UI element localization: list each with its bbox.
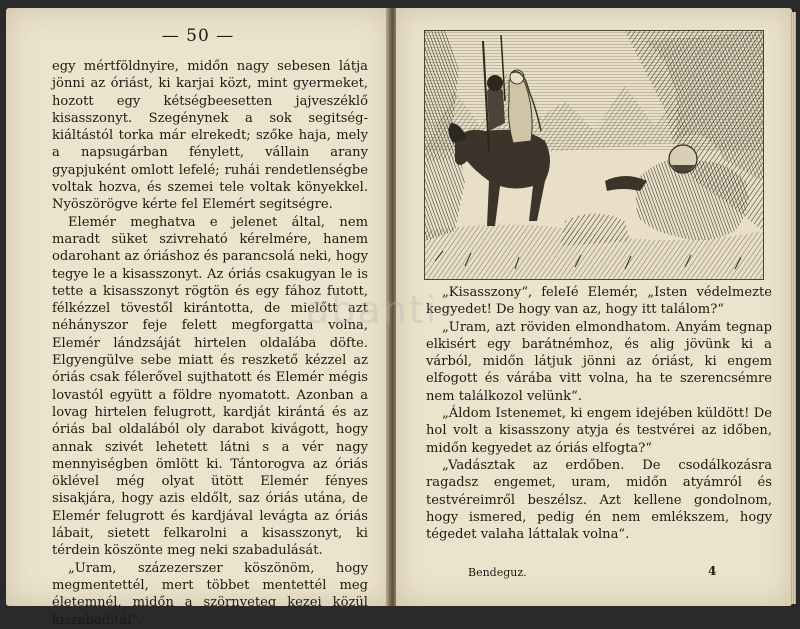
open-book — [6, 8, 794, 628]
paragraph: „Uram, százezerszer köszönöm, hogy megmentettél, mert többet mentettél meg életemnél, midőn a szörnyeteg kezei közül kiszabaditál“. — [52, 560, 368, 628]
page-number: — 50 — — [161, 26, 235, 46]
page-edges — [790, 12, 796, 604]
right-page — [396, 8, 792, 606]
knight-lady-giant-engraving — [425, 31, 763, 279]
paragraph: „Áldom Istenemet, ki engem idejében küldött! De hol volt a kisasszony atyja és testvérei az időben, midőn kegyedet az óriás elfogta?“ — [426, 406, 772, 456]
paragraph: „Vadásztak az erdőben. De csodálkozásra ragadsz engemet, uram, midőn atyámról és testvéreimről beszélsz. Azt kellene gondolnom, hogy ismered, pedig én nem emlékszem, hogy tégedet valaha láttalak volna“. — [426, 457, 772, 543]
paragraph: Elemér meghatva e jelenet által, nem maradt süket szivreható kérelmére, hanem odarohant az óriáshoz és parancsolá neki, hogy tegye le a kisasszonyt. Az óriás csakugyan le is tette a kisasszonyt rögtön és egy fához futott, félkézzel tövestől kirántotta, de mielőtt azt néhányszor feje felett megforgatta volna, Elemér lándzsáját hirtelen oldalába döfte. Elgyengülve sebe miatt és reszkető kézzel az óriás csak félerővel sujthatott és Elemér mégis lovastól együtt a földre nyomatott. Azonban a lovag hirtelen felugrott, kardját kirántá és az óriás bal oldalából oly darabot kivágott, hogy annak szivét lehetett látni s a vér nagy mennyiségben ömlött ki. Tántorogva az óriás öklével még olyat ütött Elemér fényes sisakjára, hogy azis eldőlt, saz óriás utána, de Elemér felugrott és kardjával levágta az óriás lábait, sietett felkarolni a kisasszonyt, ki térdein köszönte meg neki szabadulását. — [52, 214, 368, 559]
paragraph: egy mértföldnyire, midőn nagy sebesen látja jönni az óriást, ki karjai közt, mint gyermeket, hozott egy kétségbeesetten jajveszéklő kisasszonyt. Szegénynek a sok segitség-kiáltástól torka már elrekedt; szőke haja, mely a napsugárban fénylett, vállain arany gyapjuként omlott lefelé; ruhái rendetlenségbe voltak hozva, és szemei tele voltak könyekkel. Nyöszörögve kérte fel Elemért segitségre. — [52, 59, 368, 213]
left-page-text — [52, 58, 368, 629]
engraving-illustration — [424, 30, 764, 280]
signature-mark: Bendeguz. — [468, 566, 527, 579]
paragraph: „Uram, azt röviden elmondhatom. Anyám tegnap elkisért egy barátnémhoz, és alig jövünk ki a várból, midőn látjuk jönni az óriást, ki engem elfogott és várába vitt volna, ha te szerencsémre nem találkozol velünk“. — [426, 319, 772, 404]
watermark: abanti — [306, 288, 439, 332]
sheet-number: 4 — [708, 564, 717, 578]
paragraph: „Kisasszony“, feleIé Elemér, „Isten védelmezte kegyedet! De hogy van az, hogy itt találom?“ — [426, 285, 772, 318]
right-page-text — [426, 284, 772, 543]
